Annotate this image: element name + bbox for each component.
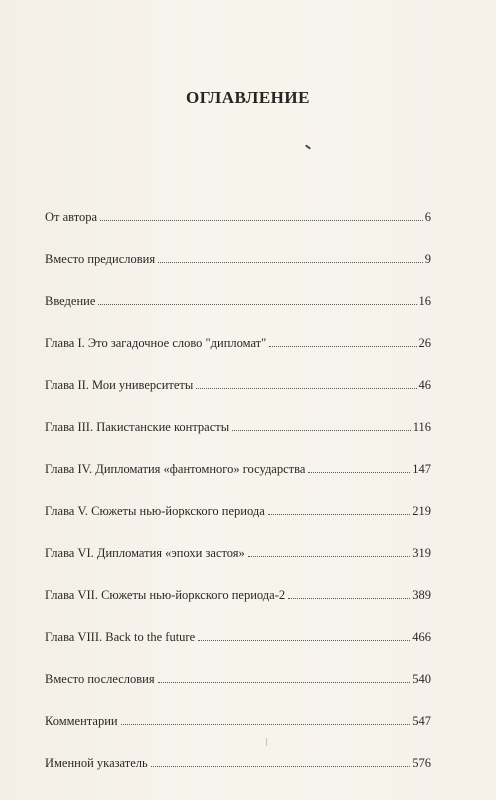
toc-entry-page: 26 (418, 336, 431, 350)
table-of-contents (45, 209, 431, 797)
toc-dot-leader (98, 304, 416, 305)
toc-entry (45, 419, 431, 461)
toc-entry-page: 576 (412, 756, 431, 770)
toc-dot-leader (268, 514, 410, 515)
toc-entry (45, 587, 431, 629)
toc-entry (45, 629, 431, 671)
ink-speck (305, 144, 311, 149)
toc-entry (45, 377, 431, 419)
toc-dot-leader (158, 262, 423, 263)
toc-dot-leader (196, 388, 416, 389)
toc-entry-title: Глава VI. Дипломатия «эпохи застоя» (45, 546, 245, 560)
toc-dot-leader (288, 598, 410, 599)
toc-dot-leader (232, 430, 411, 431)
toc-entry (45, 251, 431, 293)
toc-entry-page: 319 (412, 546, 431, 560)
toc-dot-leader (100, 220, 423, 221)
toc-dot-leader (151, 766, 411, 767)
toc-entry-title: Глава VIII. Back to the future (45, 630, 196, 644)
toc-entry-title: Комментарии (45, 714, 118, 728)
toc-entry-page: 6 (424, 210, 431, 224)
toc-entry-title: Глава I. Это загадочное слово "дипломат" (45, 336, 267, 350)
toc-entry-title: Глава II. Мои университеты (45, 378, 194, 392)
toc-entry (45, 335, 431, 377)
toc-entry-title: Именной указатель (45, 756, 148, 770)
toc-entry-title: От автора (45, 210, 98, 224)
toc-entry (45, 755, 431, 797)
toc-entry-title: Глава IV. Дипломатия «фантомного» государства (45, 462, 306, 476)
page-title: ОГЛАВЛЕНИЕ (186, 88, 310, 107)
toc-entry-page: 466 (412, 630, 431, 644)
toc-dot-leader (158, 682, 411, 683)
toc-entry-page: 540 (412, 672, 431, 686)
toc-dot-leader (121, 724, 411, 725)
toc-entry-title: Вместо предисловия (45, 252, 156, 266)
toc-entry-page: 9 (424, 252, 431, 266)
toc-entry-title: Введение (45, 294, 96, 308)
toc-entry-page: 389 (412, 588, 431, 602)
toc-dot-leader (308, 472, 410, 473)
toc-entry-page: 46 (418, 378, 431, 392)
toc-entry-page: 116 (412, 420, 431, 434)
toc-entry (45, 461, 431, 503)
toc-entry-page: 547 (412, 714, 431, 728)
toc-dot-leader (269, 346, 416, 347)
toc-entry-title: Глава III. Пакистанские контрасты (45, 420, 230, 434)
toc-entry-page: 16 (418, 294, 431, 308)
toc-entry (45, 503, 431, 545)
toc-dot-leader (248, 556, 410, 557)
toc-entry-title: Глава V. Сюжеты нью-йоркского периода (45, 504, 265, 518)
toc-entry (45, 545, 431, 587)
toc-entry (45, 713, 431, 755)
toc-entry (45, 209, 431, 251)
toc-entry (45, 671, 431, 713)
toc-entry (45, 293, 431, 335)
toc-entry-title: Глава VII. Сюжеты нью-йоркского периода-2 (45, 588, 286, 602)
toc-entry-page: 147 (412, 462, 431, 476)
toc-entry-page: 219 (412, 504, 431, 518)
toc-dot-leader (198, 640, 410, 641)
toc-entry-title: Вместо послесловия (45, 672, 155, 686)
